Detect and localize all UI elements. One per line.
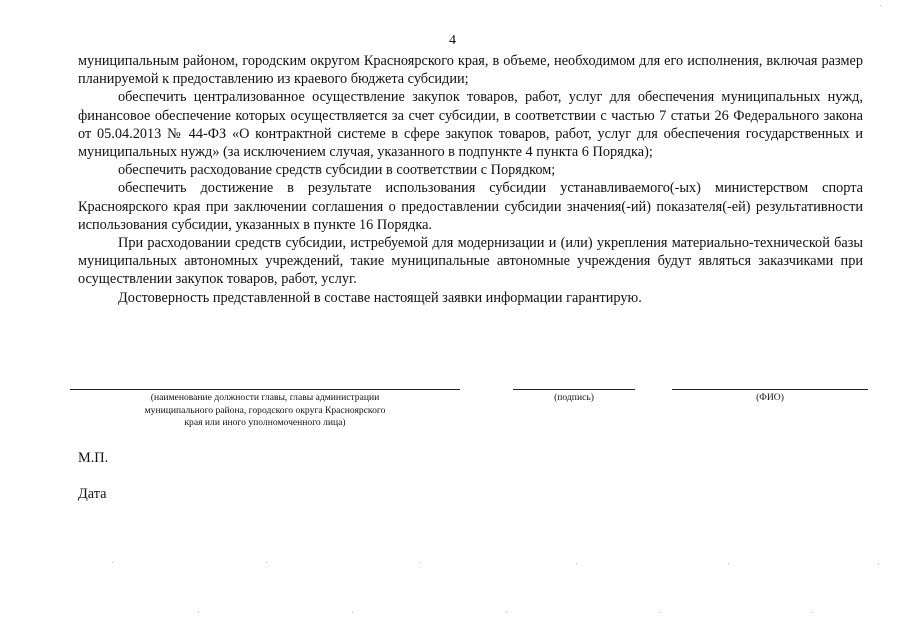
paragraph-4: обеспечить достижение в результате использования субсидии устанавливаемого(-ых) министерством спорта Красноярского края при заключении соглашения о предоставлении субсидии значения(-ий) показателя(-ей) результативности использования субсидии, указанных в пункте 16 Порядка. (78, 180, 863, 233)
scan-speck (576, 563, 577, 564)
name-caption: (ФИО) (756, 392, 784, 403)
scan-speck (880, 5, 881, 6)
position-caption-line-3: края или иного уполномоченного лица) (184, 417, 346, 429)
date-label: Дата (78, 486, 107, 502)
signature-caption: (подпись) (554, 392, 594, 403)
paragraph-3: обеспечить расходование средств субсидии в соответствии с Порядком; (118, 162, 556, 179)
scan-speck (878, 563, 879, 564)
position-signature-line (70, 389, 460, 390)
scan-speck (352, 612, 353, 613)
scan-speck (112, 562, 113, 563)
page-number: 4 (449, 33, 456, 48)
paragraph-6: Достоверность представленной в составе настоящей заявки информации гарантирую. (118, 289, 642, 306)
paragraph-1: муниципальным районом, городским округом Красноярского края, в объеме, необходимом для его исполнения, включая размер планируемой к предоставлению из краевого бюджета субсидии; (78, 53, 863, 88)
paragraph-5: При расходовании средств субсидии, истребуемой для модернизации и (или) укрепления материально-технической базы муниципальных автономных учреждений, такие муниципальные автономные учреждения будут являться заказчиками при осуществлении закупок товаров, работ, услуг. (78, 235, 863, 288)
stamp-label: М.П. (78, 450, 109, 466)
scan-speck (506, 612, 507, 613)
scan-speck (420, 562, 421, 563)
scan-speck (728, 563, 729, 564)
position-caption (95, 392, 435, 430)
name-signature-line (672, 389, 868, 390)
body-text (78, 52, 863, 307)
paragraph-2: обеспечить централизованное осуществление закупок товаров, работ, услуг для обеспечения муниципальных нужд, финансовое обеспечение которых осуществляется за счет субсидии, в соответствии с частью 7 статьи 26 Федерального закона от 05.04.2013 № 44-ФЗ «О контрактной системе в сфере закупок товаров, работ, услуг для обеспечения государственных и муниципальных нужд» (за исключением случая, указанного в подпункте 4 пункта 6 Порядка); (78, 89, 863, 161)
scan-speck (812, 612, 813, 613)
signature-line (513, 389, 635, 390)
position-caption-line-2: муниципального района, городского округа Красноярского (144, 404, 386, 416)
position-caption-line-1: (наименование должности главы, главы администрации (150, 392, 380, 403)
scan-speck (266, 562, 267, 563)
scan-speck (660, 612, 661, 613)
scan-speck (198, 612, 199, 613)
